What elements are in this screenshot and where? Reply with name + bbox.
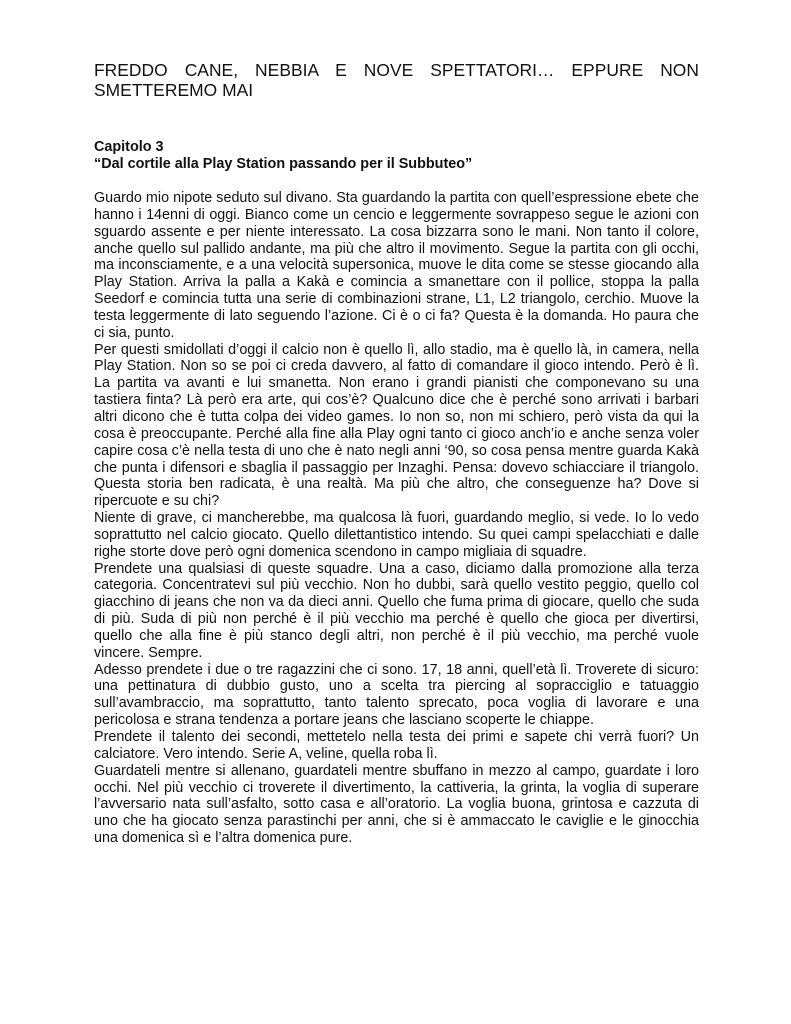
paragraph: Per questi smidollati d’oggi il calcio non è quello lì, allo stadio, ma è quello là, in camera, nella Play Station. Non so se poi ci creda davvero, al fatto di comandare il gioco intendo. Però è lì. La partita va avanti e lui smanetta. Non erano i grandi pianisti che componevano su una tastiera finta? Là però era arte, qui cos’è? Qualcuno dice che è perché sono arrivati i barbari altri dicono che è tutta colpa dei video games. Io non so, non mi schiero, però vista da qui la cosa è preoccupante. Perché alla fine alla Play ogni tanto ci gioco anch’io e anche senza voler capire cosa c’è nella testa di uno che è nato negli anni ‘90, so cosa pensa mentre guarda Kakà che punta i difensori e sbaglia il passaggio per Inzaghi. Pensa: dovevo schiacciare il triangolo. Questa storia ben radicata, è una realtà. Ma più che altro, che conseguenze ha? Dove si ripercuote e su chi? xyxy=(94,341,699,510)
paragraph: Guardo mio nipote seduto sul divano. Sta guardando la partita con quell’espressione ebete che hanno i 14enni di oggi. Bianco come un cencio e leggermente sovrappeso segue le azioni con sguardo assente e per niente interessato. La cosa bizzarra sono le mani. Non tanto il colore, anche quello sul pallido andante, ma più che altro il movimento. Segue la partita con gli occhi, ma inconsciamente, e a una velocità supersonica, muove le dita come se stesse giocando alla Play Station. Arriva la palla a Kakà e comincia a smanettare con il pollice, stoppa la palla Seedorf e comincia tutta una serie di combinazioni strane, L1, L2 triangolo, cerchio. Muove la testa leggermente di lato seguendo l’azione. Ci è o ci fa? Questa è la domanda. Ho paura che ci sia, punto. xyxy=(94,190,699,341)
paragraph: Prendete una qualsiasi di queste squadre. Una a caso, diciamo dalla promozione alla terza categoria. Concentratevi sul più vecchio. Non ho dubbi, sarà quello vestito peggio, quello col giacchino di jeans che non va da dieci anni. Quello che fuma prima di giocare, quello che suda di più. Suda di più non perché è il più vecchio ma perché è quello che gioca per divertirsi, quello che alla fine è più stanco degli altri, non perché è il più vecchio, ma perché vuole vincere. Sempre. xyxy=(94,560,699,661)
paragraph: Guardateli mentre si allenano, guardateli mentre sbuffano in mezzo al campo, guardate i loro occhi. Nel più vecchio ci troverete il divertimento, la cattiveria, la grinta, la voglia di superare l’avversario nata sull’asfalto, sotto casa e all’oratorio. La voglia buona, grintosa e cazzuta di uno che ha giocato senza parastinchi per anni, che si è ammaccato le caviglie e le ginocchia una domenica sì e l’altra domenica pure. xyxy=(94,762,699,847)
paragraph: Niente di grave, ci mancherebbe, ma qualcosa là fuori, guardando meglio, si vede. Io lo vedo soprattutto nel calcio giocato. Quello dilettantistico intendo. Su quei campi spelacchiati e dalle righe storte dove però ogni domenica scendono in campo migliaia di squadre. xyxy=(94,510,699,560)
document-title: FREDDO CANE, NEBBIA E NOVE SPETTATORI… EPPURE NON SMETTEREMO MAI xyxy=(94,60,699,100)
chapter-title: “Dal cortile alla Play Station passando per il Subbuteo” xyxy=(94,156,473,172)
chapter-label: Capitolo 3 xyxy=(94,139,164,155)
document-page xyxy=(94,60,699,847)
paragraph: Prendete il talento dei secondi, mettetelo nella testa dei primi e sapete chi verrà fuori? Un calciatore. Vero intendo. Serie A, veline, quella roba lì. xyxy=(94,729,699,762)
body-text xyxy=(94,190,699,847)
paragraph: Adesso prendete i due o tre ragazzini che ci sono. 17, 18 anni, quell’età lì. Troverete di sicuro: una pettinatura di dubbio gusto, uno a scelta tra piercing al sopracciglio e tatuaggio sull’avambraccio, ma soprattutto, tanto talento sprecato, poca voglia di lavorare e una pericolosa e strana tendenza a portare jeans che lasciano scoperte le chiappe. xyxy=(94,661,699,729)
